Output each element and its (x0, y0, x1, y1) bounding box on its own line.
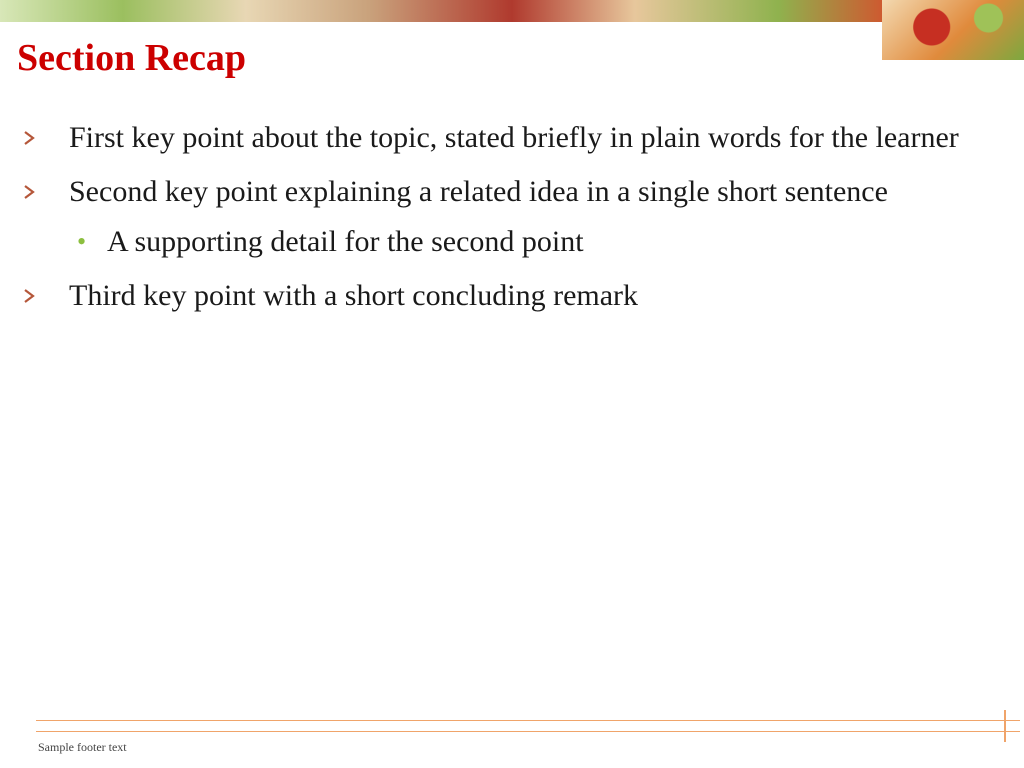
bullet-list (20, 118, 980, 330)
corner-photo (882, 0, 1024, 60)
bullet-text: Third key point with a short concluding remark (69, 279, 639, 312)
bullet-item (20, 118, 980, 158)
header-photo-strip (0, 0, 1024, 22)
bullet-item (20, 172, 980, 262)
bullet-text: Second key point explaining a related idea in a single short sentence (69, 175, 888, 208)
footer-rule-tick (1004, 710, 1006, 742)
footer-rule (36, 720, 1020, 721)
bullet-text: First key point about the topic, stated briefly in plain words for the learner (69, 121, 959, 154)
sub-bullet-list (69, 222, 980, 262)
footer-rule (36, 731, 1020, 732)
bullet-item (20, 276, 980, 316)
sub-bullet-text: A supporting detail for the second point (107, 225, 584, 258)
arrow-bullet-icon (20, 127, 40, 149)
slide-title: Section Recap (17, 37, 247, 79)
arrow-bullet-icon (20, 181, 40, 203)
dot-bullet-icon: • (77, 227, 87, 256)
sub-bullet-item (69, 222, 980, 262)
arrow-bullet-icon (20, 285, 40, 307)
footer-text: Sample footer text (38, 740, 127, 754)
